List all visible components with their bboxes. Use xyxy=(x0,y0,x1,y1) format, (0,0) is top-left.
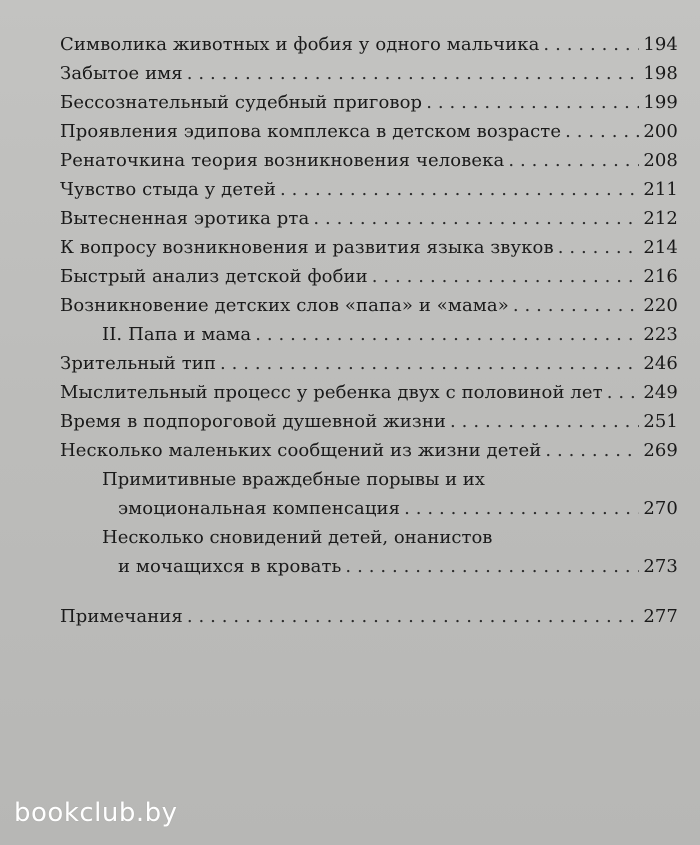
toc-leader-dots xyxy=(280,179,639,200)
toc-entry-sub xyxy=(60,498,678,527)
toc-entry-page: 249 xyxy=(643,382,678,403)
table-of-contents xyxy=(60,34,678,635)
toc-entry-page: 269 xyxy=(643,440,678,461)
toc-entry xyxy=(60,63,678,92)
toc-leader-dots xyxy=(450,411,639,432)
toc-leader-dots xyxy=(513,295,639,316)
toc-entry-title: Чувство стыда у детей xyxy=(60,179,277,200)
toc-entry xyxy=(60,237,678,266)
toc-entry-sub-line1: Несколько сновидений детей, онанистов xyxy=(102,527,493,548)
toc-entry xyxy=(60,440,678,469)
toc-entry-title: Возникновение детских слов «папа» и «мама» xyxy=(60,295,509,316)
toc-entry-title: Мыслительный процесс у ребенка двух с половиной лет xyxy=(60,382,603,403)
toc-entry-page: 223 xyxy=(643,324,678,345)
toc-leader-dots xyxy=(404,498,639,519)
toc-leader-dots xyxy=(545,440,639,461)
toc-entry-title: Проявления эдипова комплекса в детском возрасте xyxy=(60,121,562,142)
toc-entry-title: и мочащихся в кровать xyxy=(118,556,342,577)
toc-entry-title: эмоциональная компенсация xyxy=(118,498,401,519)
toc-entry-page: 270 xyxy=(643,498,678,519)
toc-entry xyxy=(60,121,678,150)
toc-entry-page: 214 xyxy=(643,237,678,258)
toc-entry-page: 212 xyxy=(643,208,678,229)
toc-entry-page: 246 xyxy=(643,353,678,374)
toc-leader-dots xyxy=(558,237,640,258)
toc-entry-title: Примечания xyxy=(60,606,183,627)
toc-entry-sub-line1: Примитивные враждебные порывы и их xyxy=(102,469,485,490)
toc-leader-dots xyxy=(508,150,639,171)
section-gap xyxy=(60,585,678,606)
toc-entry xyxy=(60,266,678,295)
toc-entry-page: 273 xyxy=(643,556,678,577)
toc-entry xyxy=(60,179,678,208)
toc-entry-page: 251 xyxy=(643,411,678,432)
toc-leader-dots xyxy=(220,353,639,374)
toc-entry xyxy=(60,208,678,237)
toc-entry-title: II. Папа и мама xyxy=(102,324,252,345)
toc-leader-dots xyxy=(187,63,640,84)
toc-entry-page: 277 xyxy=(643,606,678,627)
toc-entry-title: Несколько маленьких сообщений из жизни детей xyxy=(60,440,542,461)
toc-entry-page: 194 xyxy=(643,34,678,55)
toc-leader-dots xyxy=(345,556,639,577)
toc-entry-title: Зрительный тип xyxy=(60,353,216,374)
toc-leader-dots xyxy=(372,266,640,287)
toc-entry-title: Вытесненная эротика рта xyxy=(60,208,310,229)
toc-entry-page: 211 xyxy=(643,179,678,200)
toc-entry xyxy=(60,92,678,121)
watermark-text: bookclub.by xyxy=(14,798,178,828)
toc-entry xyxy=(60,295,678,324)
toc-entry xyxy=(60,353,678,382)
toc-entry-page: 198 xyxy=(643,63,678,84)
toc-entry-title: Символика животных и фобия у одного мальчика xyxy=(60,34,540,55)
toc-entry-title: К вопросу возникновения и развития языка звуков xyxy=(60,237,554,258)
toc-entry-title: Забытое имя xyxy=(60,63,183,84)
toc-leader-dots xyxy=(187,606,639,627)
toc-entry-title: Ренаточкина теория возникновения человека xyxy=(60,150,505,171)
toc-entry xyxy=(60,382,678,411)
toc-leader-dots xyxy=(313,208,639,229)
toc-leader-dots xyxy=(255,324,639,345)
toc-entry xyxy=(60,411,678,440)
toc-entry-title: Время в подпороговой душевной жизни xyxy=(60,411,447,432)
toc-entry-page: 216 xyxy=(643,266,678,287)
toc-leader-dots xyxy=(607,382,640,403)
toc-entry-notes xyxy=(60,606,678,635)
toc-entry-page: 200 xyxy=(643,121,678,142)
toc-entry-sub xyxy=(60,324,678,353)
toc-entry-page: 220 xyxy=(643,295,678,316)
toc-leader-dots xyxy=(543,34,639,55)
toc-entry-title: Быстрый анализ детской фобии xyxy=(60,266,368,287)
toc-entry-page: 199 xyxy=(643,92,678,113)
toc-leader-dots xyxy=(426,92,639,113)
toc-entry xyxy=(60,34,678,63)
toc-entry-sub xyxy=(60,556,678,585)
toc-leader-dots xyxy=(565,121,639,142)
toc-entry-page: 208 xyxy=(643,150,678,171)
toc-entry-title: Бессознательный судебный приговор xyxy=(60,92,423,113)
toc-entry xyxy=(60,150,678,179)
